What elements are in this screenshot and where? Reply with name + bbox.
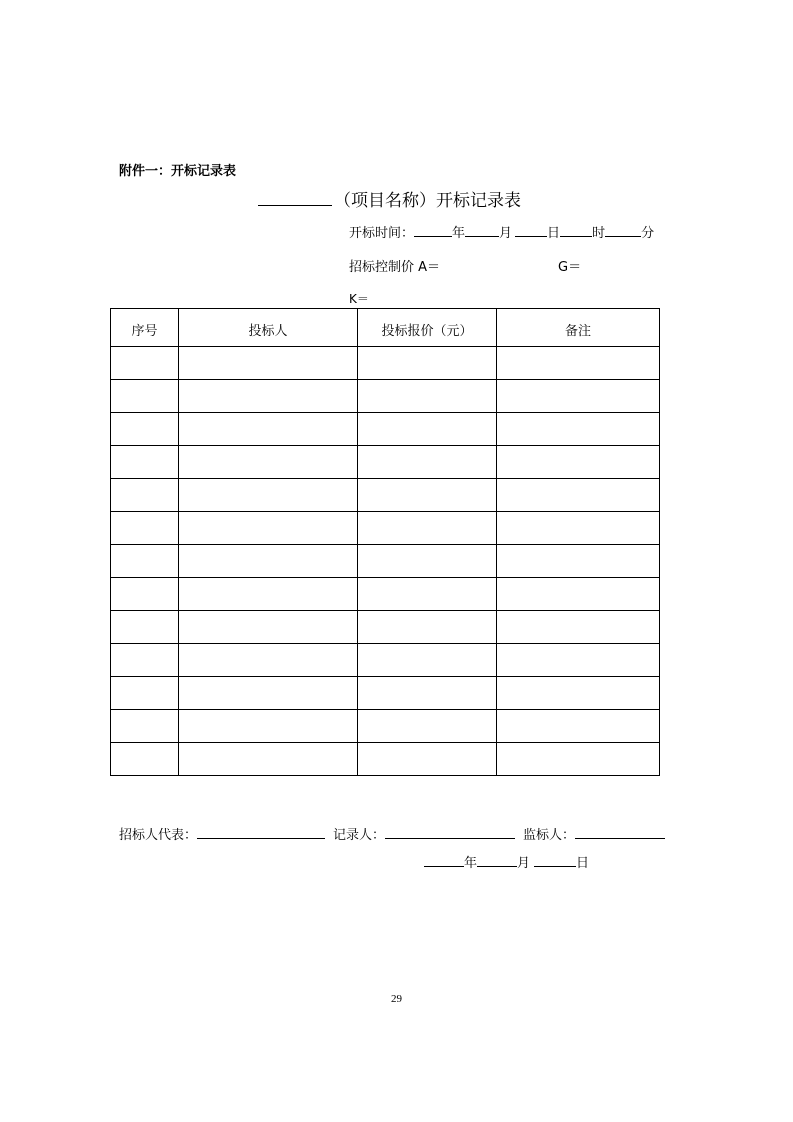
table-cell: [111, 545, 179, 578]
open-time-line: [349, 222, 654, 241]
sign-day-blank: [534, 852, 576, 867]
table-cell: [497, 446, 660, 479]
table-cell: [497, 413, 660, 446]
table-row: [111, 578, 660, 611]
sign-month-label: 月: [517, 856, 531, 871]
table-cell: [111, 578, 179, 611]
table-cell: [111, 446, 179, 479]
table-cell: [358, 743, 497, 776]
table-cell: [358, 644, 497, 677]
header-remarks: 备注: [497, 309, 660, 347]
project-name-blank: [258, 187, 332, 206]
table-cell: [179, 446, 358, 479]
sign-day-label: 日: [576, 856, 590, 871]
supervisor-blank: [575, 824, 665, 839]
table-cell: [497, 578, 660, 611]
day-label: 日: [547, 226, 561, 241]
tenderer-rep-label: 招标人代表：: [119, 828, 198, 843]
table-cell: [179, 743, 358, 776]
table-cell: [179, 413, 358, 446]
table-cell: [358, 611, 497, 644]
table-cell: [497, 545, 660, 578]
control-price-label: 招标控制价 A＝: [349, 260, 441, 275]
table-cell: [497, 743, 660, 776]
table-cell: [111, 380, 179, 413]
table-cell: [358, 512, 497, 545]
table-row: [111, 479, 660, 512]
table-row: [111, 710, 660, 743]
table-cell: [497, 479, 660, 512]
table-cell: [497, 677, 660, 710]
table-cell: [497, 380, 660, 413]
table-cell: [358, 413, 497, 446]
signature-line: [119, 824, 665, 843]
table-cell: [497, 512, 660, 545]
recorder-label: 记录人：: [333, 828, 386, 843]
month-blank: [465, 222, 499, 237]
table-row: [111, 545, 660, 578]
table-cell: [179, 611, 358, 644]
table-cell: [179, 710, 358, 743]
bid-record-table: [110, 308, 660, 776]
table-cell: [358, 578, 497, 611]
attachment-heading: 附件一：开标记录表: [119, 164, 237, 179]
table-cell: [358, 710, 497, 743]
form-title-text: （项目名称）开标记录表: [334, 191, 521, 211]
table-row: [111, 347, 660, 380]
recorder-blank: [385, 824, 515, 839]
table-cell: [358, 446, 497, 479]
table-cell: [179, 578, 358, 611]
sign-year-label: 年: [464, 856, 478, 871]
table-cell: [111, 413, 179, 446]
table-cell: [179, 479, 358, 512]
sign-year-blank: [424, 852, 464, 867]
table-cell: [111, 710, 179, 743]
table-cell: [111, 677, 179, 710]
table-cell: [111, 743, 179, 776]
table-cell: [358, 380, 497, 413]
table-row: [111, 446, 660, 479]
table-cell: [179, 512, 358, 545]
open-time-label: 开标时间：: [349, 226, 415, 241]
table-cell: [179, 545, 358, 578]
table-row: [111, 380, 660, 413]
month-label: 月: [499, 226, 513, 241]
year-blank: [414, 222, 452, 237]
table-cell: [497, 644, 660, 677]
k-label: K＝: [349, 292, 369, 306]
table-row: [111, 644, 660, 677]
table-cell: [179, 347, 358, 380]
table-cell: [179, 677, 358, 710]
table-row: [111, 743, 660, 776]
page-number: 29: [391, 993, 402, 1005]
minute-label: 分: [641, 226, 655, 241]
tenderer-rep-blank: [197, 824, 325, 839]
header-bid-price: 投标报价（元）: [358, 309, 497, 347]
table-header-row: [111, 309, 660, 347]
table-cell: [497, 710, 660, 743]
form-title: [258, 186, 521, 211]
table-row: [111, 512, 660, 545]
g-label: G＝: [558, 260, 582, 275]
header-bidder: 投标人: [179, 309, 358, 347]
table-cell: [358, 677, 497, 710]
table-row: [111, 413, 660, 446]
table-cell: [358, 545, 497, 578]
hour-blank: [560, 222, 592, 237]
table-cell: [179, 380, 358, 413]
table-cell: [111, 644, 179, 677]
table-body: [111, 347, 660, 776]
table-cell: [111, 479, 179, 512]
table-row: [111, 611, 660, 644]
header-serial-no: 序号: [111, 309, 179, 347]
minute-blank: [605, 222, 641, 237]
table-cell: [179, 644, 358, 677]
day-blank: [515, 222, 547, 237]
table-cell: [111, 512, 179, 545]
year-label: 年: [452, 226, 466, 241]
supervisor-label: 监标人：: [523, 828, 576, 843]
sign-month-blank: [477, 852, 517, 867]
hour-label: 时: [592, 226, 606, 241]
table-cell: [358, 479, 497, 512]
table-cell: [358, 347, 497, 380]
table-cell: [497, 611, 660, 644]
table-cell: [111, 611, 179, 644]
table-row: [111, 677, 660, 710]
sign-date-line: [424, 852, 589, 871]
table-cell: [111, 347, 179, 380]
table-cell: [497, 347, 660, 380]
